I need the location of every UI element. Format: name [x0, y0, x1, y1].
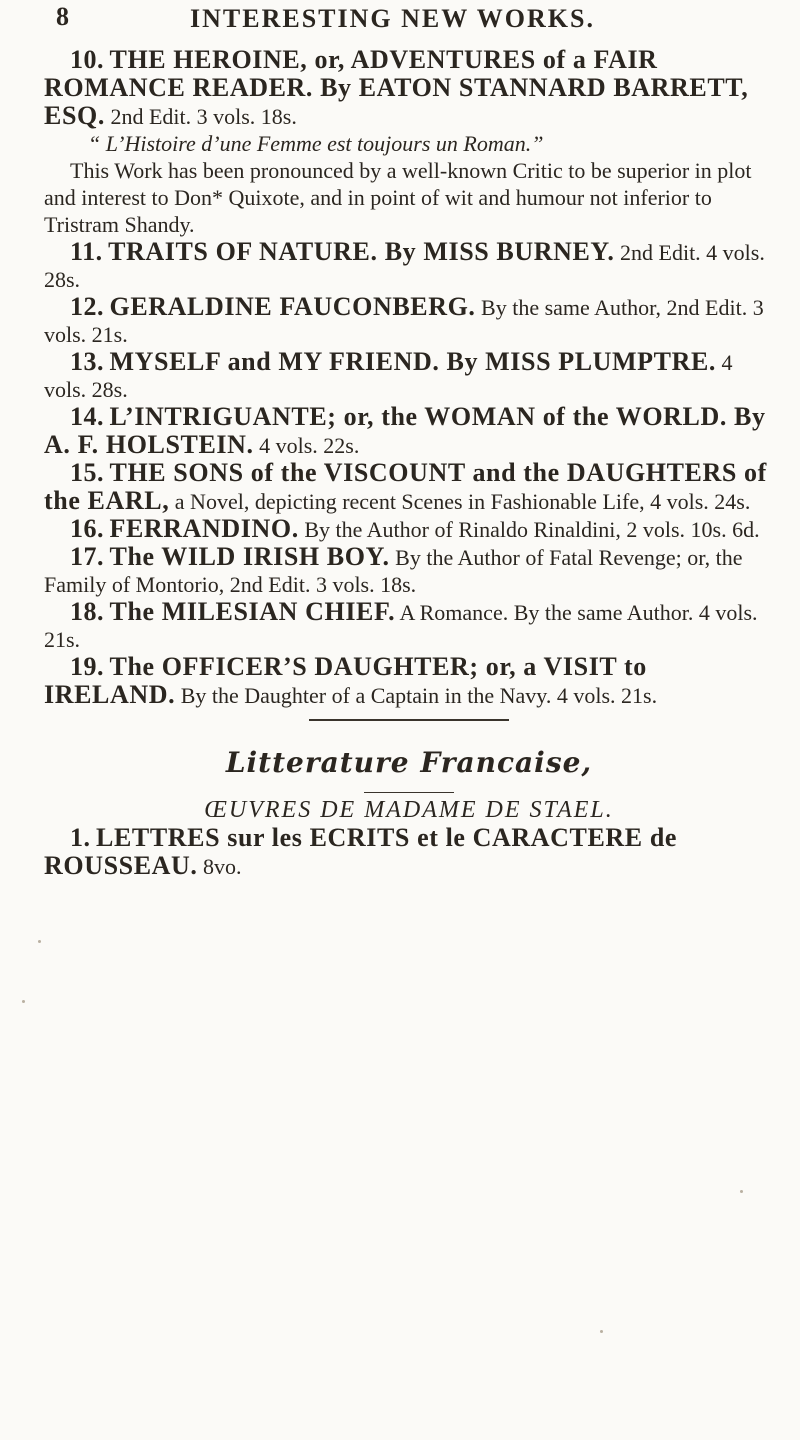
- entry-15: [44, 459, 774, 515]
- entry-13: [44, 348, 774, 403]
- entry-title: THE HEROINE, or, ADVENTURES of a FAIR ROMANCE READER. By EATON STANNARD BARRETT, ESQ.: [44, 45, 749, 130]
- entry-details: By the Author of Rinaldo Rinaldini, 2 vols. 10s. 6d.: [298, 517, 760, 542]
- entry-number: 10.: [70, 45, 104, 74]
- running-title: INTERESTING NEW WORKS.: [190, 4, 595, 33]
- entry-title: THE SONS of the VISCOUNT and the DAUGHTERS of the EARL,: [44, 458, 767, 515]
- entry-number: 11.: [70, 237, 103, 266]
- french-entry-1: [44, 824, 774, 880]
- entry-number: 1.: [70, 823, 91, 852]
- paper-speck: [740, 1190, 743, 1193]
- entry-title: LETTRES sur les ECRITS et le CARACTERE de ROUSSEAU.: [44, 823, 678, 880]
- entry-details: 2nd Edit. 4 vols. 28s.: [44, 240, 765, 292]
- entry-details: 4 vols. 28s.: [44, 350, 733, 402]
- entry-10-note: This Work has been pronounced by a well-known Critic to be superior in plot and interest to Don* Quixote, and in point of wit and humour not inferior to Tristram Shandy.: [44, 158, 752, 237]
- entry-number: 19.: [70, 652, 104, 681]
- entry-10: [44, 46, 774, 130]
- advertisement-list: [44, 46, 774, 880]
- section-subheading: ŒUVRES DE MADAME DE STAEL.: [204, 797, 614, 823]
- entry-number: 17.: [70, 542, 104, 571]
- entry-details: A Romance. By the same Author. 4 vols. 21s.: [44, 600, 758, 652]
- entry-details: 8vo.: [197, 854, 242, 879]
- entry-12: [44, 293, 774, 348]
- entry-details: By the Author of Fatal Revenge; or, the Family of Montorio, 2nd Edit. 3 vols. 18s.: [44, 545, 743, 597]
- paper-speck: [600, 1330, 603, 1333]
- entry-title: The MILESIAN CHIEF.: [109, 597, 396, 626]
- entry-title: MYSELF and MY FRIEND. By MISS PLUMPTRE.: [109, 347, 717, 376]
- entry-number: 14.: [70, 402, 104, 431]
- entry-number: 15.: [70, 458, 104, 487]
- entry-number: 13.: [70, 347, 104, 376]
- entry-title: GERALDINE FAUCONBERG.: [109, 292, 476, 321]
- entry-details: By the same Author, 2nd Edit. 3 vols. 21s.: [44, 295, 764, 347]
- entry-16: [44, 515, 774, 543]
- entry-details: 4 vols. 22s.: [253, 433, 360, 458]
- entry-17: [44, 543, 774, 598]
- entry-number: 18.: [70, 597, 104, 626]
- page-number: 8: [56, 2, 69, 31]
- paper-speck: [22, 1000, 25, 1003]
- entry-title: FERRANDINO.: [109, 514, 299, 543]
- entry-number: 16.: [70, 514, 104, 543]
- entry-title: The WILD IRISH BOY.: [109, 542, 390, 571]
- entry-details: 2nd Edit. 3 vols. 18s.: [104, 104, 297, 129]
- entry-19: [44, 653, 774, 709]
- subsection-divider: [364, 792, 454, 793]
- entry-details: By the Daughter of a Captain in the Navy. 4 vols. 21s.: [175, 683, 658, 708]
- section-heading: Litterature Francaise,: [225, 746, 593, 779]
- running-head: [0, 0, 800, 46]
- entry-title: The OFFICER’S DAUGHTER; or, a VISIT to IRELAND.: [44, 652, 647, 709]
- entry-title: TRAITS OF NATURE. By MISS BURNEY.: [108, 237, 615, 266]
- entry-11: [44, 238, 774, 293]
- entry-number: 12.: [70, 292, 104, 321]
- entry-18: [44, 598, 774, 653]
- paper-speck: [38, 940, 41, 943]
- section-divider: [309, 719, 509, 721]
- entry-14: [44, 403, 774, 459]
- entry-10-epigraph: “ L’Histoire d’une Femme est toujours un Roman.”: [88, 131, 544, 156]
- entry-details: a Novel, depicting recent Scenes in Fashionable Life, 4 vols. 24s.: [169, 489, 751, 514]
- entry-title: L’INTRIGUANTE; or, the WOMAN of the WORLD. By A. F. HOLSTEIN.: [44, 402, 766, 459]
